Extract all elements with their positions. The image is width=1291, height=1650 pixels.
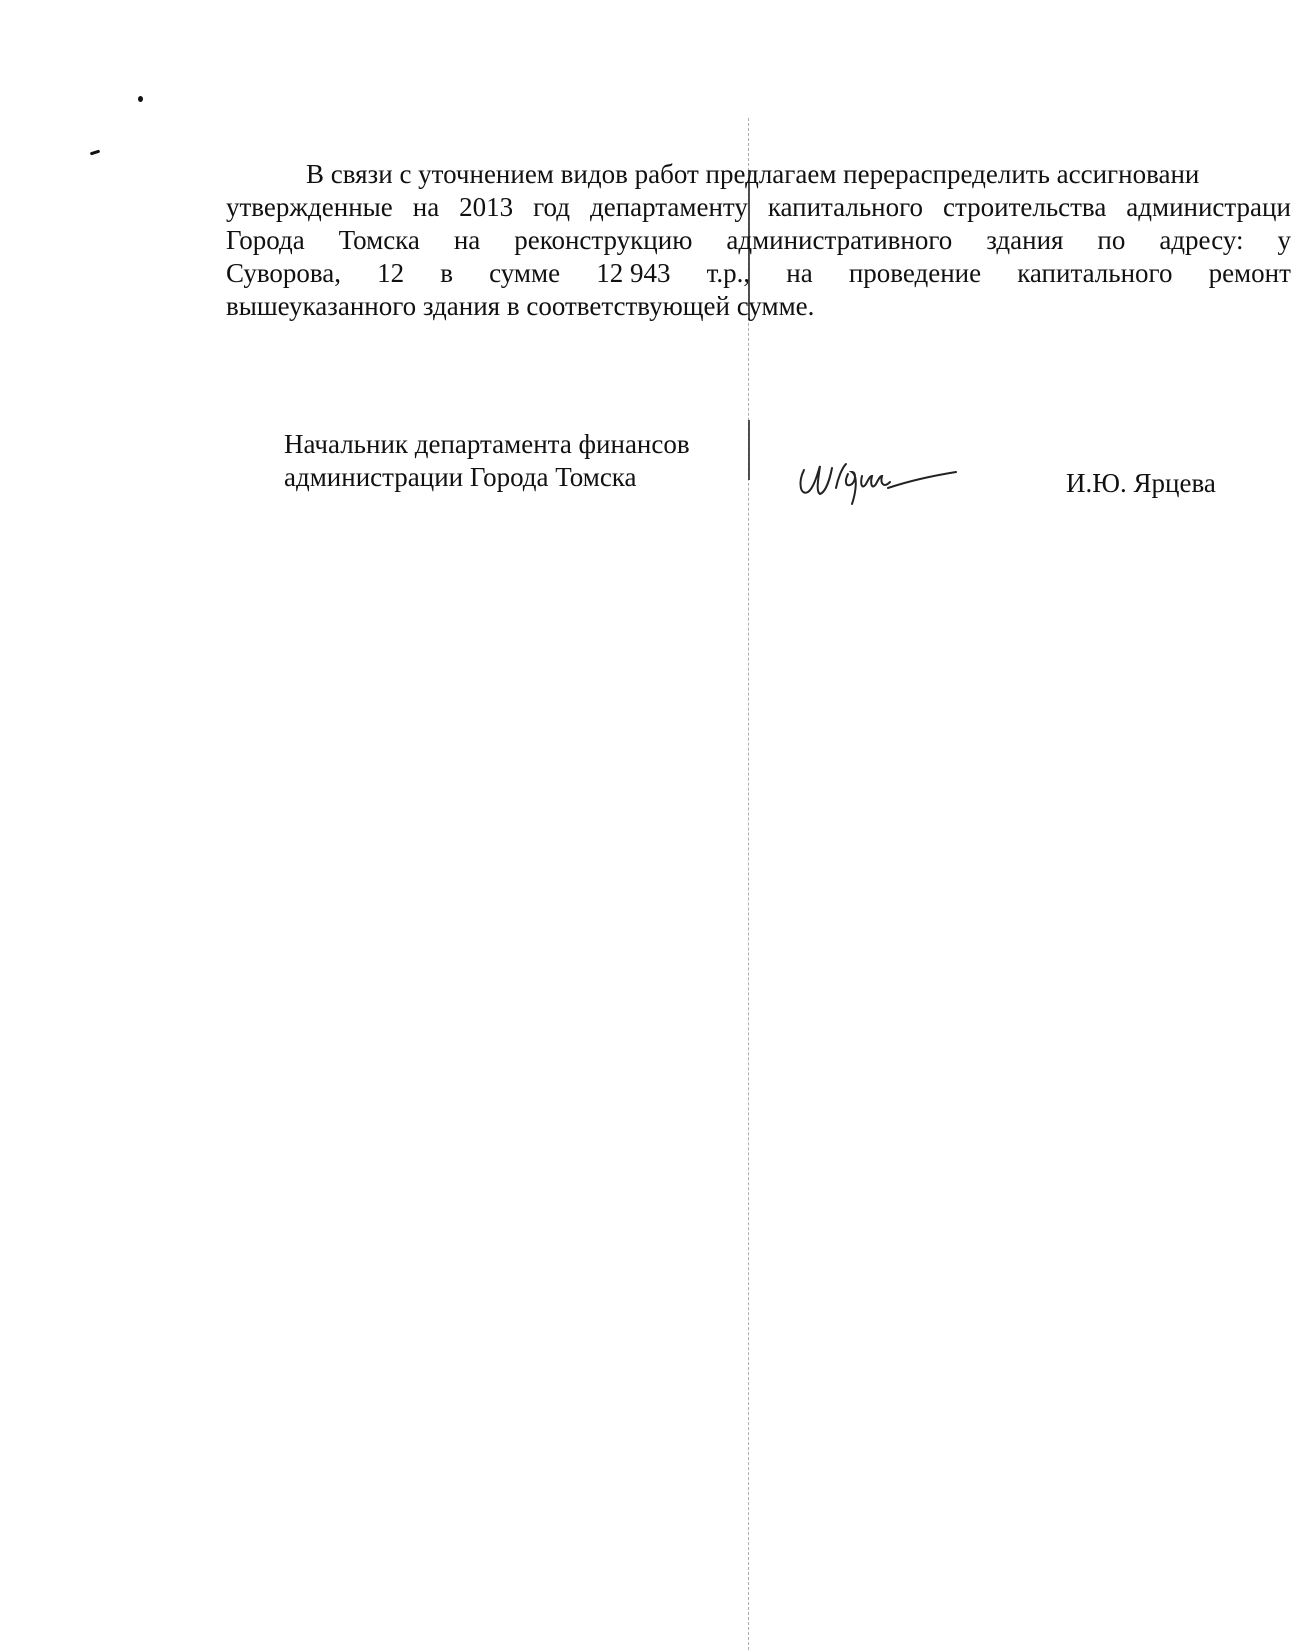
paragraph-word: капитального — [767, 192, 924, 222]
paragraph-word: в — [440, 258, 454, 288]
paragraph-word: строительства — [943, 192, 1107, 222]
paragraph-word: с — [399, 159, 419, 189]
paragraph-word: перераспределить — [843, 159, 1057, 189]
paragraph-word: на — [786, 258, 813, 288]
paragraph-word: у — [1277, 225, 1291, 255]
scan-speck — [90, 150, 100, 156]
paragraph-word: на — [453, 225, 481, 255]
scan-fold-line — [748, 420, 750, 480]
paragraph-word: проведение — [848, 258, 982, 288]
paragraph-word: на — [412, 192, 440, 222]
paragraph-word: административного — [726, 225, 953, 255]
paragraph-word: администраци — [1126, 192, 1291, 222]
paragraph-word: Города — [226, 225, 305, 255]
paragraph-line-4 — [226, 257, 1291, 290]
paragraph-word: предлагаем — [705, 159, 844, 189]
letter-paragraph — [226, 158, 1291, 323]
paragraph-word: видов — [560, 159, 635, 189]
scan-speck — [138, 96, 143, 102]
signatory-position-line-2: администрации Города Томска — [284, 462, 637, 492]
paragraph-word: ремонт — [1208, 258, 1291, 288]
paragraph-word: адресу: — [1159, 225, 1244, 255]
signatory-name: И.Ю. Ярцева — [1066, 468, 1216, 498]
paragraph-word: связи — [330, 159, 400, 189]
paragraph-word: уточнением — [418, 159, 561, 189]
paragraph-word: 12 943 — [596, 258, 671, 288]
paragraph-word: сумме — [489, 258, 561, 288]
paragraph-word: Суворова, — [226, 258, 342, 288]
signatory-position-line-1: Начальник департамента финансов — [284, 429, 690, 459]
paragraph-word: В — [306, 159, 331, 189]
paragraph-word: работ — [634, 159, 706, 189]
paragraph-line-3 — [226, 224, 1291, 257]
paragraph-word: год — [533, 192, 570, 222]
paragraph-word: капитального — [1017, 258, 1173, 288]
paragraph-word: реконструкцию — [514, 225, 693, 255]
paragraph-word: 12 — [377, 258, 405, 288]
scan-fold-line — [748, 118, 749, 1650]
paragraph-word: департаменту — [589, 192, 748, 222]
paragraph-word: здания — [986, 225, 1064, 255]
paragraph-word: ассигновани — [1056, 159, 1200, 189]
paragraph-line-5-text: вышеуказанного здания в соответствующей сумме. — [226, 291, 815, 321]
paragraph-line-1 — [226, 158, 1275, 191]
paragraph-line-5 — [226, 290, 1275, 323]
paragraph-line-2 — [226, 191, 1291, 224]
paragraph-word: т.р., — [706, 258, 751, 288]
handwritten-signature — [796, 452, 976, 512]
paragraph-word: утвержденные — [226, 192, 393, 222]
paragraph-word: Томска — [338, 225, 420, 255]
signatory-position — [284, 428, 690, 494]
paragraph-word: по — [1097, 225, 1126, 255]
paragraph-word: 2013 — [459, 192, 514, 222]
